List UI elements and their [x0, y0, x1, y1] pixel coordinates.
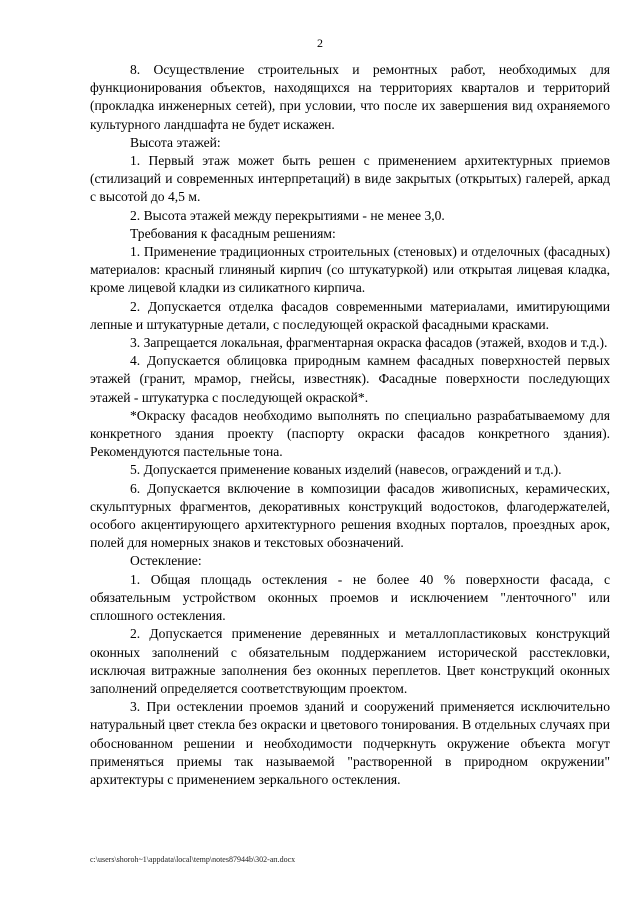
paragraph: 2. Высота этажей между перекрытиями - не менее 3,0. — [130, 207, 445, 223]
paragraph: Требования к фасадным решениям: — [130, 225, 336, 241]
paragraph: 2. Допускается применение деревянных и металлопластиковых конструкций оконных заполнений с обязательным поддержанием исторической расстекловки, исключая витражные заполнения без оконных переплетов. Цвет конструкций оконных заполнений определяется соответствующим проектом. — [90, 626, 610, 696]
paragraph: 1. Общая площадь остекления - не более 40 % поверхности фасада, с обязательным устройством оконных проемов и исключением "ленточного" или сплошного остекления. — [90, 571, 610, 624]
paragraph: *Окраску фасадов необходимо выполнять по специально разрабатываемому для конкретного здания проекту (паспорту окраски фасадов конкретного здания). Рекомендуются пастельные тона. — [90, 407, 610, 460]
paragraph: Остекление: — [130, 553, 202, 569]
paragraph: 8. Осуществление строительных и ремонтных работ, необходимых для функционирования объектов, находящихся на территориях кварталов и территорий (прокладка инженерных сетей), при условии, что после их завершения вид охраняемого культурного ландшафта не будет искажен. — [90, 62, 610, 132]
paragraph: 6. Допускается включение в композиции фасадов живописных, керамических, скульптурных фрагментов, декоративных конструкций водостоков, флагодержателей, особого акцентирующего архитектурного решения входных порталов, проездных арок, полей для номерных знаков и текстовых обозначений. — [90, 480, 610, 551]
footer-file-path: c:\users\shoroh~1\appdata\local\temp\notes87944b\302-ап.docx — [90, 855, 296, 864]
paragraph: 5. Допускается применение кованых изделий (навесов, ограждений и т.д.). — [130, 462, 562, 478]
paragraph: 3. При остеклении проемов зданий и сооружений применяется исключительно натуральный цвет стекла без окраски и цветового тонирования. В отдельных случаях при обоснованном решении и необходимости подчеркнуть окружение объекта могут применяться приемы так называемой "растворенной в природном окружении" архитектуры с применением зеркального остекления. — [90, 699, 610, 787]
paragraph: Высота этажей: — [130, 134, 221, 150]
paragraph: 1. Применение традиционных строительных (стеновых) и отделочных (фасадных) материалов: красный глиняный кирпич (со штукатуркой) или открытая лицевая кладка, кроме лицевой кладки из силикатного кирпича. — [90, 244, 610, 296]
page-number: 2 — [317, 36, 323, 50]
document-body — [90, 61, 610, 789]
paragraph: 4. Допускается облицовка природным камнем фасадных поверхностей первых этажей (гранит, мрамор, гнейсы, известняк). Фасадные поверхности последующих этажей - штукатурка с последующей окраской*. — [90, 353, 610, 405]
paragraph: 2. Допускается отделка фасадов современными материалами, имитирующими лепные и штукатурные детали, с последующей окраской фасадными красками. — [90, 298, 610, 332]
paragraph: 1. Первый этаж может быть решен с применением архитектурных приемов (стилизаций и современных интерпретаций) в виде закрытых (открытых) галерей, аркад с высотой до 4,5 м. — [90, 153, 610, 205]
paragraph: 3. Запрещается локальная, фрагментарная окраска фасадов (этажей, входов и т.д.). — [130, 335, 608, 351]
